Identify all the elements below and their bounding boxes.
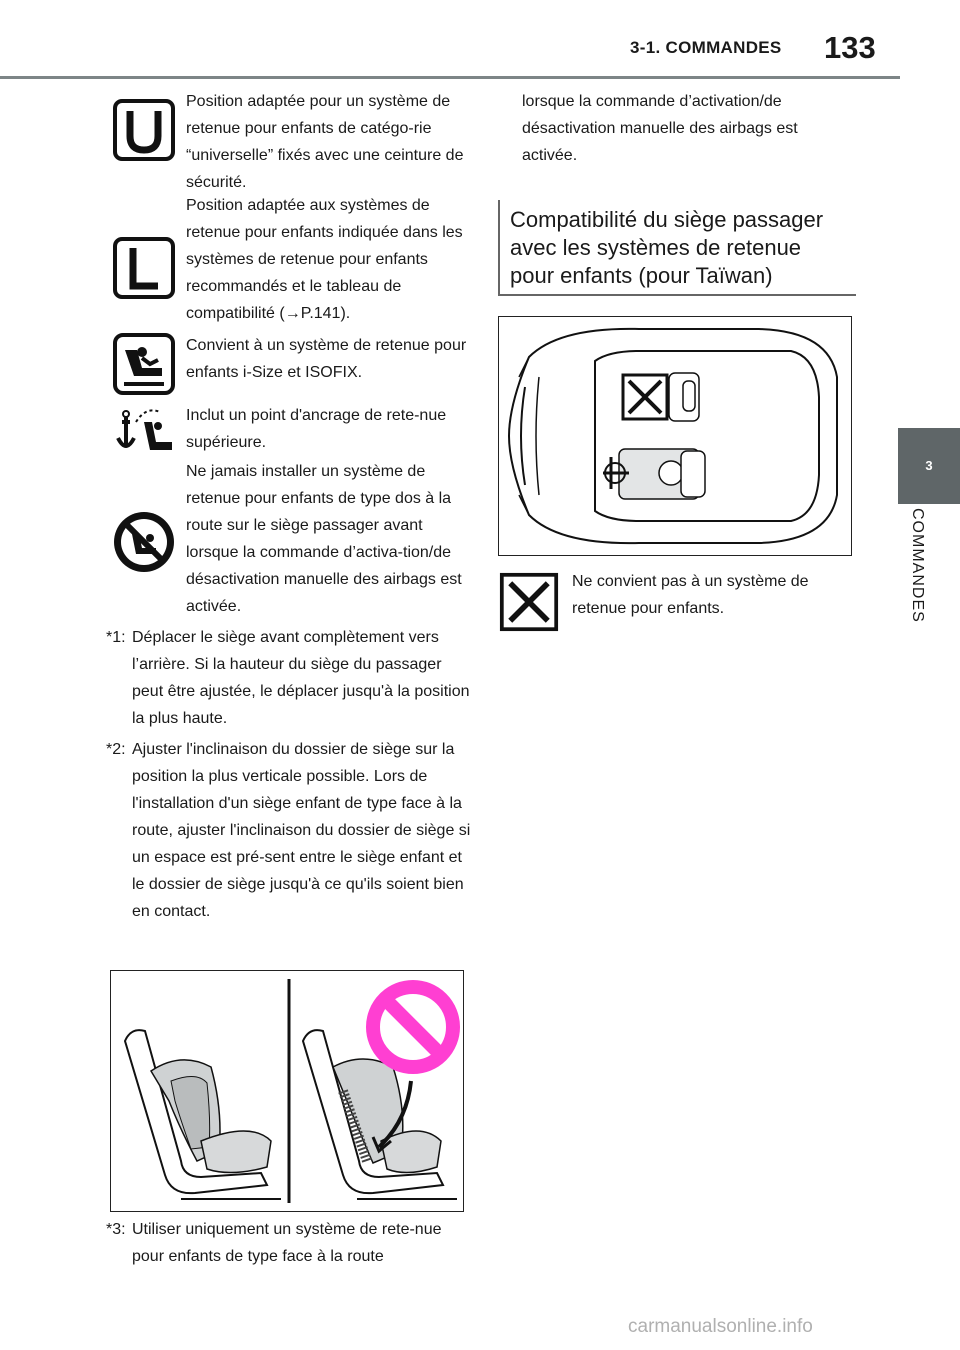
section-heading-box — [498, 200, 856, 296]
car-top-view-figure — [499, 317, 851, 555]
not-suitable-x-icon — [498, 572, 560, 632]
legend-text-universal: Position adaptée pour un système de retenue pour enfants de catégo-rie “universelle” fixés avec une ceinture de sécurité. — [186, 93, 464, 191]
legend-text-anchor: Inclut un point d'ancrage de rete-nue supérieure. — [186, 407, 447, 451]
section-heading: Compatibilité du siège passager avec les systèmes de retenue pour enfants (pour Taïwan) — [510, 207, 824, 288]
footnote-2 — [106, 736, 472, 925]
footnote-1-text: Déplacer le siège avant complètement vers l’arrière. Si la hauteur du siège du passager peut être ajustée, le déplacer jusqu'à la position la plus haute. — [132, 629, 470, 727]
watermark: carmanualsonline.info — [628, 1316, 813, 1337]
correct-seat-drawing — [125, 1030, 281, 1199]
legend-text-not-suitable: Ne convient pas à un système de retenue pour enfants. — [572, 573, 809, 617]
chapter-label: COMMANDES — [909, 508, 926, 623]
anchor-seat-icon — [112, 402, 176, 466]
page-number: 133 — [824, 30, 876, 65]
driver-seat — [603, 449, 705, 499]
legend-text-prohibited: Ne jamais installer un système de retenue pour enfants de type dos à la route sur le siège passager avant lorsque la commande d’activa-tion/de désactivation manuelle des airbags est activée. — [186, 463, 462, 615]
continued-text: lorsque la commande d’activation/de désactivation manuelle des airbags est activée. — [522, 93, 798, 164]
l-category-icon — [112, 236, 176, 300]
legend-text-isofix: Convient à un système de retenue pour enfants i-Size et ISOFIX. — [186, 337, 467, 381]
incorrect-seat-drawing — [303, 987, 457, 1199]
chapter-number: 3 — [925, 458, 933, 473]
no-rear-facing-icon — [112, 510, 176, 574]
seat-comparison-figure — [111, 971, 463, 1211]
footnote-2-mark: *2: — [106, 741, 126, 758]
seat-recline-illustration — [110, 970, 464, 1212]
section-title: 3-1. COMMANDES — [630, 38, 782, 57]
chapter-tab — [898, 428, 960, 504]
passenger-seat-not-suitable — [623, 373, 699, 421]
footnote-3-mark: *3: — [106, 1221, 126, 1238]
isofix-seat-icon — [112, 332, 176, 396]
footnote-2-text: Ajuster l'inclinaison du dossier de siège sur la position la plus verticale possible. Lors de l'installation d'un siège enfant de type face à la route, ajuster l'inclinaison du dossier de siège si un espace est pré-sent entre le siège enfant et le dossier de siège jusqu'à ce qu'ils soient bien en contact. — [132, 741, 471, 920]
car-seat-diagram — [498, 316, 852, 556]
footnote-3-text: Utiliser uniquement un système de rete-nue pour enfants de type face à la route — [132, 1221, 442, 1265]
footnote-3 — [106, 1216, 472, 1270]
legend-text-l: Position adaptée aux systèmes de retenue pour enfants indiquée dans les systèmes de retenue pour enfants recommandés et le tableau de compatibilité (→P.141). — [186, 197, 463, 322]
header-rule — [0, 76, 900, 79]
footnote-1 — [106, 624, 472, 732]
universal-u-icon — [112, 98, 176, 162]
footnote-1-mark: *1: — [106, 629, 126, 646]
